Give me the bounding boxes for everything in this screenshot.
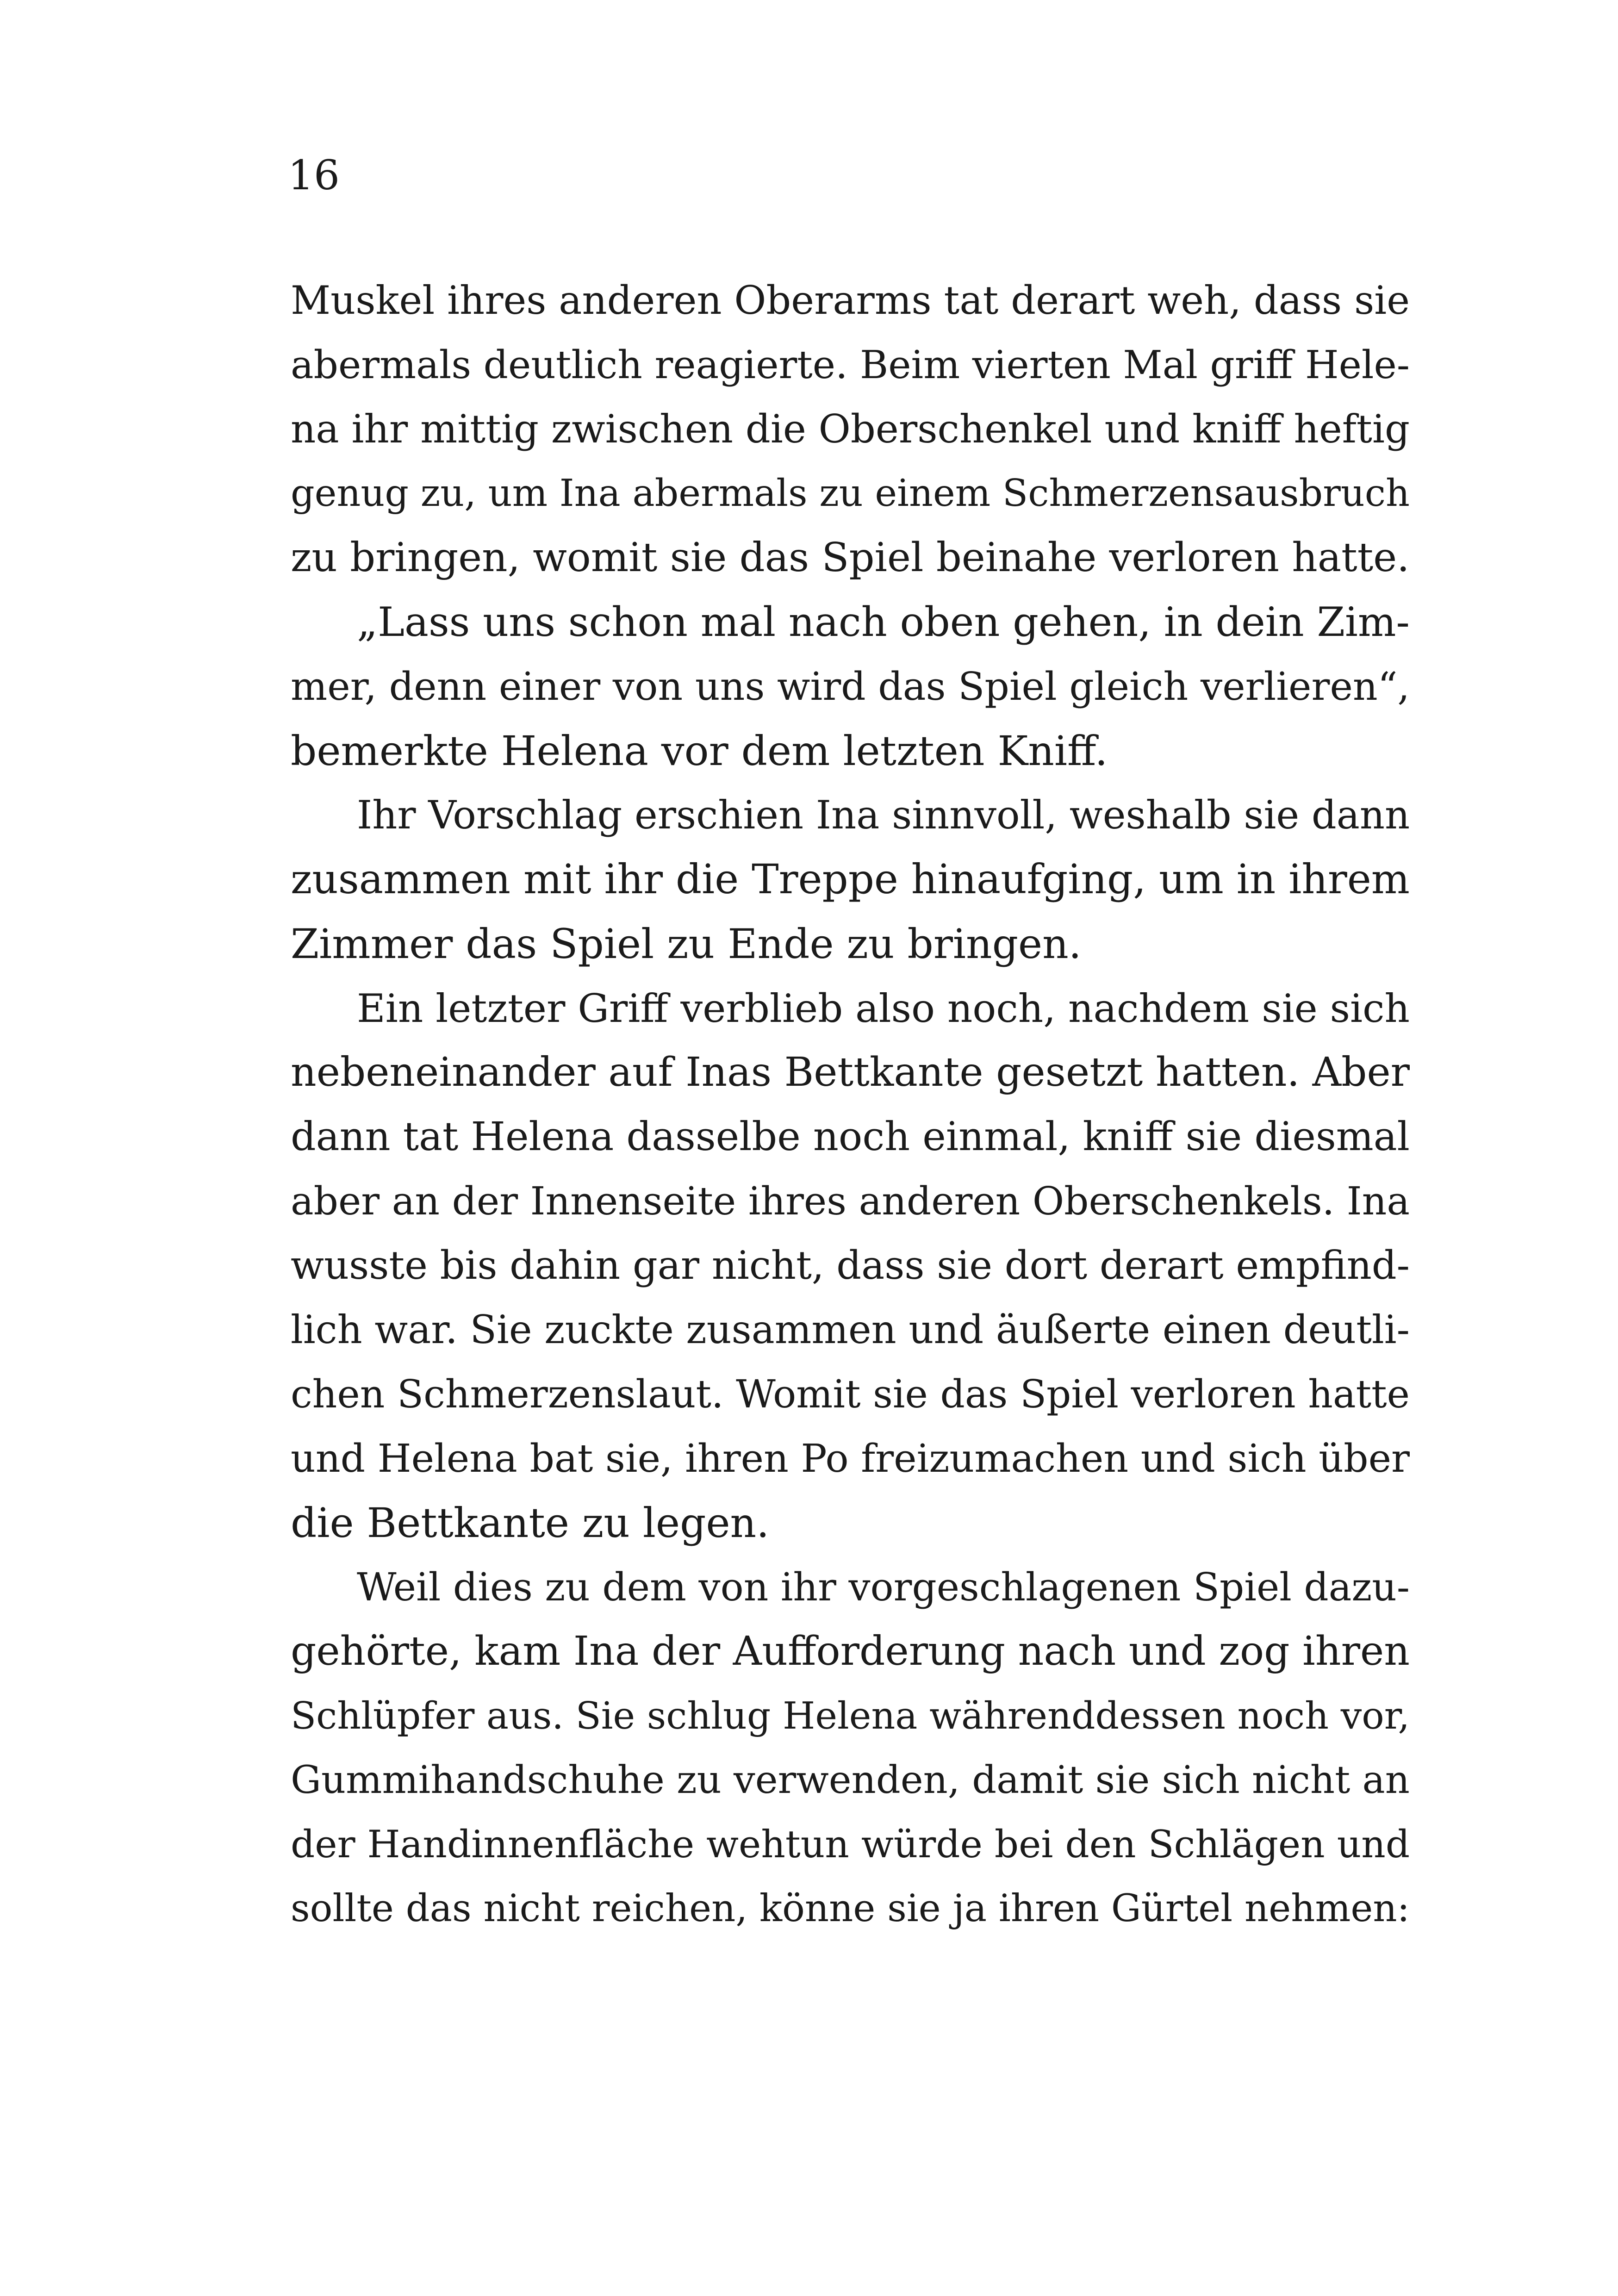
text-line: die Bettkante zu legen. [291, 1499, 770, 1547]
text-line: na ihr mittig zwischen die Oberschenkel und kniff heftig [291, 406, 1410, 452]
paragraph [291, 268, 1410, 590]
text-line: wusste bis dahin gar nicht, dass sie dort derart empfind- [291, 1243, 1410, 1288]
text-line: „Lass uns schon mal nach oben gehen, in dein Zim- [357, 598, 1410, 646]
text-line: abermals deutlich reagierte. Beim vierten Mal griff Hele- [291, 342, 1410, 387]
text-line: Ihr Vorschlag erschien Ina sinnvoll, weshalb sie dann [357, 792, 1410, 838]
text-line: nebeneinander auf Inas Bettkante gesetzt hatten. Aber [291, 1049, 1410, 1095]
text-line: sollte das nicht reichen, könne sie ja ihren Gürtel nehmen: [291, 1887, 1410, 1930]
text-line: chen Schmerzenslaut. Womit sie das Spiel verloren hatte [291, 1372, 1410, 1417]
paragraph [291, 1555, 1410, 1941]
text-line: Gummihandschuhe zu verwenden, damit sie sich nicht an [291, 1758, 1410, 1802]
text-line: Weil dies zu dem von ihr vorgeschlagenen Spiel dazu- [357, 1565, 1410, 1610]
text-line: Zimmer das Spiel zu Ende zu bringen. [291, 920, 1082, 968]
text-line: genug zu, um Ina abermals zu einem Schmerzensausbruch [291, 472, 1410, 515]
text-line: gehörte, kam Ina der Aufforderung nach und zog ihren [291, 1628, 1410, 1674]
text-line: dann tat Helena dasselbe noch einmal, kniff sie diesmal [291, 1114, 1410, 1160]
text-line: zu bringen, womit sie das Spiel beinahe verloren hatte. [291, 535, 1410, 581]
text-line: und Helena bat sie, ihren Po freizumachen und sich über [291, 1436, 1410, 1481]
text-line: zusammen mit ihr die Treppe hinaufging, um in ihrem [291, 856, 1410, 903]
text-line: der Handinnenfläche wehtun würde bei den Schlägen und [291, 1823, 1410, 1867]
text-line: aber an der Innenseite ihres anderen Oberschenkels. Ina [291, 1179, 1410, 1224]
paragraph [291, 976, 1410, 1555]
text-line: Schlüpfer aus. Sie schlug Helena währenddessen noch vor, [291, 1694, 1410, 1737]
text-line: Muskel ihres anderen Oberarms tat derart weh, dass sie [291, 278, 1410, 323]
paragraph [291, 590, 1410, 783]
text-line: bemerkte Helena vor dem letzten Kniff. [291, 727, 1108, 775]
text-line: mer, denn einer von uns wird das Spiel gleich verlieren“, [291, 664, 1410, 709]
text-line: Ein letzter Griff verblieb also noch, nachdem sie sich [357, 985, 1410, 1031]
paragraph [291, 783, 1410, 976]
text-line: lich war. Sie zuckte zusammen und äußerte einen deutli- [291, 1307, 1410, 1352]
body-text [291, 268, 1410, 1941]
page-number: 16 [288, 151, 340, 199]
